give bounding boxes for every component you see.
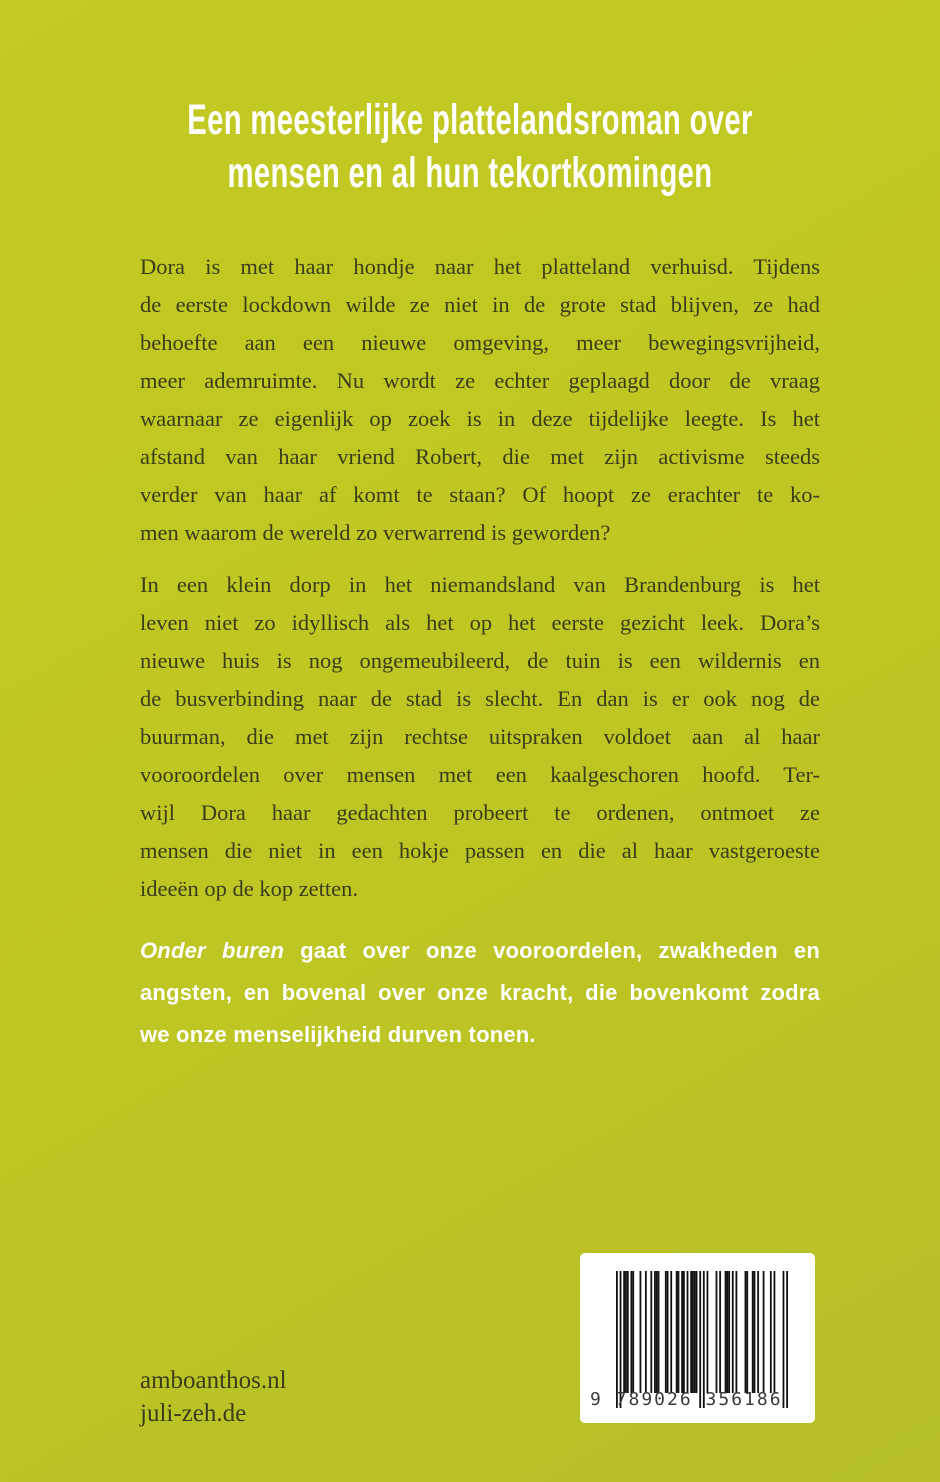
text-segment: Dora is met haar hondje naar het platteland verhuisd. Tijdens bbox=[140, 254, 820, 279]
text-segment: we onze menselijkheid durven tonen. bbox=[140, 1022, 536, 1047]
text-line bbox=[140, 972, 820, 1014]
text-segment: de busverbinding naar de stad is slecht. En dan is er ook nog de bbox=[140, 686, 820, 711]
text-segment: de eerste lockdown wilde ze niet in de grote stad blijven, ze had bbox=[140, 292, 820, 317]
text-line bbox=[140, 438, 820, 476]
headline-line: mensen en al hun tekortkomingen bbox=[227, 149, 713, 197]
text-line bbox=[140, 718, 820, 756]
text-line bbox=[140, 604, 820, 642]
text-segment: gaat over onze vooroordelen, zwakheden en bbox=[284, 938, 820, 963]
book-title-mention: Onder buren bbox=[140, 938, 285, 963]
text-segment: angsten, en bovenal over onze kracht, die bovenkomt zodra bbox=[140, 980, 820, 1005]
text-line bbox=[140, 642, 820, 680]
text-line bbox=[140, 514, 820, 552]
text-line bbox=[140, 870, 820, 908]
text-segment: ideeën op de kop zetten. bbox=[140, 876, 359, 901]
text-segment: wijl Dora haar gedachten probeert te ordenen, ontmoet ze bbox=[140, 800, 820, 825]
footer-links bbox=[140, 1364, 287, 1430]
text-line bbox=[140, 756, 820, 794]
text-line bbox=[140, 1014, 820, 1056]
text-segment: vooroordelen over mensen met een kaalgeschoren hoofd. Ter- bbox=[140, 762, 820, 787]
text-line bbox=[140, 680, 820, 718]
website-url: amboanthos.nl bbox=[140, 1367, 287, 1394]
text-line bbox=[140, 794, 820, 832]
ean-barcode-svg bbox=[616, 1271, 788, 1408]
text-segment: behoefte aan een nieuwe omgeving, meer bewegingsvrijheid, bbox=[140, 330, 820, 355]
text-segment: mensen die niet in een hokje passen en die al haar vastgeroeste bbox=[140, 838, 820, 863]
text-line bbox=[140, 566, 820, 604]
blurb-paragraph-closing bbox=[140, 930, 820, 1056]
blurb-paragraph-1 bbox=[140, 248, 820, 552]
text-line bbox=[140, 832, 820, 870]
text-segment: leven niet zo idyllisch als het op het eerste gezicht leek. Dora’s bbox=[140, 610, 820, 635]
text-line bbox=[140, 248, 820, 286]
blurb-paragraph-2 bbox=[140, 566, 820, 908]
text-segment: men waarom de wereld zo verwarrend is geworden? bbox=[140, 520, 611, 545]
text-segment: meer ademruimte. Nu wordt ze echter geplaagd door de vraag bbox=[140, 368, 820, 393]
text-line bbox=[140, 930, 820, 972]
text-segment: afstand van haar vriend Robert, die met zijn activisme steeds bbox=[140, 444, 820, 469]
isbn-digits: 9 789026 356186 bbox=[590, 1389, 783, 1410]
headline-line: Een meesterlijke plattelandsroman over bbox=[187, 96, 753, 144]
text-line bbox=[140, 400, 820, 438]
text-line bbox=[140, 476, 820, 514]
text-segment: In een klein dorp in het niemandsland van Brandenburg is het bbox=[140, 572, 820, 597]
text-segment: waarnaar ze eigenlijk op zoek is in deze tijdelijke leegte. Is het bbox=[140, 406, 820, 431]
text-segment: buurman, die met zijn rechtse uitspraken voldoet aan al haar bbox=[140, 724, 820, 749]
cover-headline bbox=[150, 94, 789, 200]
text-line bbox=[140, 286, 820, 324]
website-url: juli-zeh.de bbox=[140, 1400, 247, 1427]
text-segment: nieuwe huis is nog ongemeubileerd, de tuin is een wildernis en bbox=[140, 648, 820, 673]
barcode-panel bbox=[580, 1253, 815, 1423]
text-line bbox=[140, 362, 820, 400]
text-line bbox=[140, 324, 820, 362]
text-segment: verder van haar af komt te staan? Of hoopt ze erachter te ko- bbox=[140, 482, 820, 507]
